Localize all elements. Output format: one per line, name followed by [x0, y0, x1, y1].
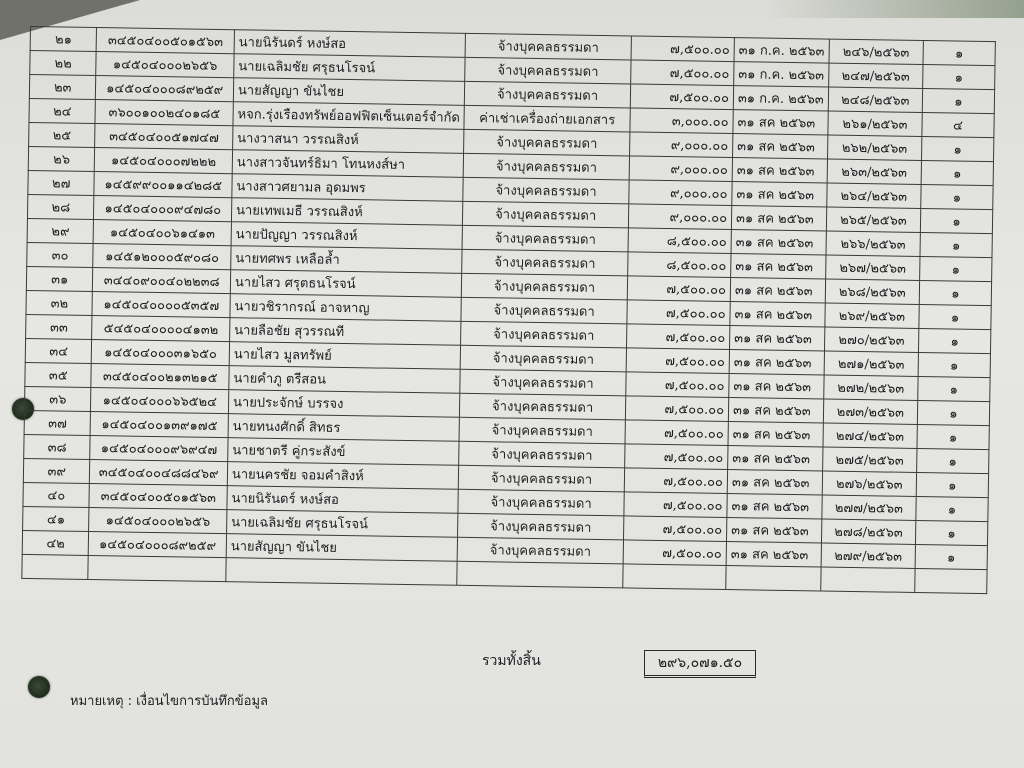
amount-cell: ๗,๕๐๐.๐๐	[623, 540, 727, 566]
row-number-cell: ๓๖	[24, 386, 91, 411]
item-count-cell: ๑	[920, 233, 992, 258]
payee-name-cell: นายสัญญา ขันไชย	[233, 78, 465, 106]
payment-date-cell: ๓๑ สค ๒๕๖๓	[727, 470, 822, 495]
document-reference-cell: ๒๖๓/๒๕๖๓	[827, 159, 922, 184]
amount-cell: ๙,๐๐๐.๐๐	[629, 180, 733, 206]
tax-id-cell: ๓๔๕๐๔๐๐๒๑๓๒๑๕	[91, 364, 229, 390]
item-count-cell	[915, 568, 987, 593]
amount-cell: ๗,๕๐๐.๐๐	[625, 396, 729, 422]
payment-date-cell: ๓๑ สค ๒๕๖๓	[733, 110, 828, 135]
item-count-cell: ๑	[918, 328, 990, 353]
payment-date-cell: ๓๑ สค ๒๕๖๓	[732, 182, 827, 207]
amount-cell: ๙,๐๐๐.๐๐	[628, 204, 732, 230]
payment-date-cell: ๓๑ สค ๒๕๖๓	[730, 302, 825, 327]
document-reference-cell: ๒๗๓/๒๕๖๓	[823, 399, 918, 424]
tax-id-cell: ๑๔๕๐๔๐๐๐๒๖๕๖	[89, 507, 227, 533]
payee-name-cell: นายประจักษ์ บรรจง	[228, 390, 460, 418]
payment-date-cell: ๓๑ สค ๒๕๖๓	[728, 422, 823, 447]
payment-date-cell: ๓๑ สค ๒๕๖๓	[726, 542, 821, 567]
item-count-cell: ๑	[920, 257, 992, 282]
row-number-cell: ๒๓	[29, 75, 96, 100]
expense-description-cell: จ้างบุคคลธรรมดา	[460, 369, 626, 396]
item-count-cell: ๑	[916, 472, 988, 497]
ledger-body	[22, 27, 996, 594]
document-reference-cell: ๒๖๑/๒๕๖๓	[828, 111, 923, 136]
amount-cell: ๓,๐๐๐.๐๐	[630, 108, 734, 134]
row-number-cell: ๓๐	[27, 242, 94, 267]
item-count-cell: ๔	[922, 113, 994, 138]
payment-date-cell: ๓๑ สค ๒๕๖๓	[729, 350, 824, 375]
row-number-cell: ๓๑	[26, 266, 93, 291]
row-number-cell: ๒๗	[28, 170, 95, 195]
payment-date-cell: ๓๑ สค ๒๕๖๓	[727, 494, 822, 519]
tax-id-cell: ๓๔๔๐๙๐๐๔๐๒๒๓๘	[93, 268, 231, 294]
amount-cell: ๗,๕๐๐.๐๐	[626, 324, 730, 350]
item-count-cell: ๑	[923, 65, 995, 90]
payee-name-cell	[226, 558, 458, 586]
document-reference-cell: ๒๗๐/๒๕๖๓	[824, 327, 919, 352]
row-number-cell: ๒๕	[29, 122, 96, 147]
row-number-cell: ๔๑	[23, 506, 90, 531]
payee-name-cell: นางสาวศยามล อุดมพร	[232, 174, 464, 202]
payment-date-cell: ๓๑ สค ๒๕๖๓	[728, 446, 823, 471]
expense-description-cell: จ้างบุคคลธรรมดา	[459, 465, 625, 492]
row-number-cell: ๒๘	[27, 194, 94, 219]
payment-date-cell: ๓๑ ก.ค. ๒๕๖๓	[734, 38, 829, 63]
amount-cell: ๗,๕๐๐.๐๐	[627, 276, 731, 302]
expense-description-cell: จ้างบุคคลธรรมดา	[462, 273, 628, 300]
payee-name-cell: หจก.รุ่งเรืองทรัพย์ออฟฟิตเซ็นเตอร์จำกัด	[233, 102, 465, 130]
expense-description-cell: จ้างบุคคลธรรมดา	[465, 57, 631, 84]
expense-description-cell: จ้างบุคคลธรรมดา	[463, 177, 629, 204]
note-text: หมายเหตุ : เงื่อนไขการบันทึกข้อมูล	[70, 694, 269, 709]
document-reference-cell: ๒๔๖/๒๕๖๓	[829, 39, 924, 64]
row-number-cell: ๔๒	[22, 530, 89, 555]
tax-id-cell: ๓๔๕๐๔๐๐๕๐๑๕๖๓	[97, 28, 235, 54]
document-reference-cell: ๒๖๖/๒๕๖๓	[826, 231, 921, 256]
payee-name-cell: นายคำภู ตรีสอน	[229, 366, 461, 394]
document-reference-cell: ๒๗๑/๒๕๖๓	[824, 351, 919, 376]
item-count-cell: ๑	[916, 496, 988, 521]
expense-description-cell: จ้างบุคคลธรรมดา	[458, 513, 624, 540]
expense-description-cell: จ้างบุคคลธรรมดา	[464, 129, 630, 156]
item-count-cell: ๑	[919, 281, 991, 306]
punch-hole-icon	[28, 676, 50, 698]
tax-id-cell: ๑๔๕๐๔๐๐๐๙๔๗๘๐	[94, 196, 232, 222]
expense-description-cell: จ้างบุคคลธรรมดา	[462, 225, 628, 252]
total-value: ๒๙๖,๐๗๑.๕๐	[644, 650, 756, 678]
tax-id-cell	[88, 555, 226, 581]
item-count-cell: ๑	[923, 41, 995, 66]
payment-date-cell: ๓๑ สค ๒๕๖๓	[727, 518, 822, 543]
payment-date-cell: ๓๑ ก.ค. ๒๕๖๓	[733, 86, 828, 111]
expense-description-cell: จ้างบุคคลธรรมดา	[465, 33, 631, 60]
payee-name-cell: นายวชิรากรณ์ อาจหาญ	[230, 294, 462, 322]
tax-id-cell: ๑๔๕๐๔๐๐๑๓๙๑๗๕	[91, 412, 229, 438]
item-count-cell: ๑	[919, 305, 991, 330]
document-reference-cell: ๒๔๗/๒๕๖๓	[828, 63, 923, 88]
total-label: รวมทั้งสิ้น	[482, 653, 541, 669]
payment-date-cell: ๓๑ สค ๒๕๖๓	[732, 158, 827, 183]
payment-date-cell	[726, 566, 821, 591]
expense-description-cell: จ้างบุคคลธรรมดา	[462, 249, 628, 276]
payment-date-cell: ๓๑ ก.ค. ๒๕๖๓	[734, 62, 829, 87]
row-number-cell: ๒๖	[28, 146, 95, 171]
row-number-cell: ๓๔	[25, 338, 92, 363]
tax-id-cell: ๑๔๕๐๔๐๐๐๘๙๒๕๙	[96, 76, 234, 102]
document-reference-cell: ๒๖๔/๒๕๖๓	[827, 183, 922, 208]
row-number-cell: ๒๙	[27, 218, 94, 243]
payment-date-cell: ๓๑ สค ๒๕๖๓	[729, 374, 824, 399]
expense-description-cell: จ้างบุคคลธรรมดา	[463, 201, 629, 228]
row-number-cell: ๒๒	[30, 51, 97, 76]
amount-cell: ๗,๕๐๐.๐๐	[631, 36, 735, 62]
document-reference-cell: ๒๖๕/๒๕๖๓	[826, 207, 921, 232]
document-reference-cell: ๒๗๕/๒๕๖๓	[822, 447, 917, 472]
tax-id-cell: ๑๔๕๐๔๐๐๐๒๖๕๖	[96, 52, 234, 78]
amount-cell: ๗,๕๐๐.๐๐	[631, 60, 735, 86]
tax-id-cell: ๑๔๕๑๒๐๐๐๕๙๐๘๐	[93, 244, 231, 270]
expense-description-cell: จ้างบุคคลธรรมดา	[461, 297, 627, 324]
expense-description-cell: จ้างบุคคลธรรมดา	[461, 321, 627, 348]
payment-date-cell: ๓๑ สค ๒๕๖๓	[731, 206, 826, 231]
item-count-cell: ๑	[918, 352, 990, 377]
amount-cell: ๘,๕๐๐.๐๐	[627, 252, 731, 278]
payment-date-cell: ๓๑ สค ๒๕๖๓	[731, 230, 826, 255]
item-count-cell: ๑	[920, 209, 992, 234]
document-reference-cell: ๒๗๔/๒๕๖๓	[823, 423, 918, 448]
payee-name-cell: นายไสว ศรุตธนโรจน์	[230, 270, 462, 298]
expense-description-cell: จ้างบุคคลธรรมดา	[459, 441, 625, 468]
document-reference-cell: ๒๗๒/๒๕๖๓	[824, 375, 919, 400]
item-count-cell: ๑	[917, 400, 989, 425]
payee-name-cell: นายนิรันดร์ หงษ์สอ	[227, 486, 459, 514]
tax-id-cell: ๓๖๐๐๑๐๐๒๔๐๑๘๕	[95, 100, 233, 126]
item-count-cell: ๑	[917, 448, 989, 473]
row-number-cell: ๒๑	[30, 27, 97, 52]
tax-id-cell: ๑๔๕๐๔๐๐๐๘๙๒๕๙	[89, 531, 227, 557]
tax-id-cell: ๑๔๕๐๔๐๐๐๗๒๒๒	[95, 148, 233, 174]
item-count-cell: ๑	[921, 161, 993, 186]
tax-id-cell: ๕๔๕๐๔๐๐๐๐๔๑๓๒	[92, 316, 230, 342]
amount-cell: ๗,๕๐๐.๐๐	[624, 492, 728, 518]
document-reference-cell: ๒๗๗/๒๕๖๓	[822, 495, 917, 520]
payee-name-cell: นายไสว มูลทรัพย์	[229, 342, 461, 370]
expense-description-cell: จ้างบุคคลธรรมดา	[459, 417, 625, 444]
document-reference-cell	[821, 567, 916, 592]
payment-date-cell: ๓๑ สค ๒๕๖๓	[730, 278, 825, 303]
document-reference-cell: ๒๖๘/๒๕๖๓	[825, 279, 920, 304]
payee-name-cell: นายทนงศักดิ์ สิทธร	[228, 414, 460, 442]
payee-name-cell: นายนครชัย จอมคำสิงห์	[227, 462, 459, 490]
amount-cell: ๗,๕๐๐.๐๐	[627, 300, 731, 326]
item-count-cell: ๑	[921, 185, 993, 210]
tax-id-cell: ๑๔๕๐๔๐๐๐๙๖๙๔๗	[90, 436, 228, 462]
row-number-cell: ๓๕	[25, 362, 92, 387]
payee-name-cell: นายปัญญา วรรณสิงห์	[231, 222, 463, 250]
expense-description-cell	[457, 561, 623, 588]
amount-cell: ๘,๕๐๐.๐๐	[628, 228, 732, 254]
document-reference-cell: ๒๔๘/๒๕๖๓	[828, 87, 923, 112]
payment-date-cell: ๓๑ สค ๒๕๖๓	[733, 134, 828, 159]
payee-name-cell: นายเทพเมธี วรรณสิงห์	[231, 198, 463, 226]
expense-description-cell: ค่าเช่าเครื่องถ่ายเอกสาร	[464, 105, 630, 132]
tax-id-cell: ๑๔๕๐๔๐๐๐๓๑๖๕๐	[92, 340, 230, 366]
tax-id-cell: ๓๔๕๐๔๐๐๕๐๑๕๖๓	[89, 483, 227, 509]
payee-name-cell: นางสาวจันทร์ธิมา โทนหงส์ษา	[232, 150, 464, 178]
tax-id-cell: ๓๔๕๐๔๐๐๕๑๗๔๗	[95, 124, 233, 150]
item-count-cell: ๑	[918, 376, 990, 401]
row-number-cell: ๓๒	[26, 290, 93, 315]
payee-name-cell: นายเฉลิมชัย ศรุธนโรจน์	[234, 54, 466, 82]
amount-cell: ๗,๕๐๐.๐๐	[625, 420, 729, 446]
payment-date-cell: ๓๑ สค ๒๕๖๓	[728, 398, 823, 423]
payment-date-cell: ๓๑ สค ๒๕๖๓	[731, 254, 826, 279]
expense-description-cell: จ้างบุคคลธรรมดา	[465, 81, 631, 108]
amount-cell: ๗,๕๐๐.๐๐	[626, 372, 730, 398]
payee-name-cell: นายนิรันดร์ หงษ์สอ	[234, 30, 466, 58]
document-reference-cell: ๒๗๖/๒๕๖๓	[822, 471, 917, 496]
payment-ledger-table	[21, 26, 996, 594]
row-number-cell: ๓๗	[24, 410, 91, 435]
amount-cell: ๗,๕๐๐.๐๐	[623, 516, 727, 542]
amount-cell: ๗,๕๐๐.๐๐	[630, 84, 734, 110]
expense-description-cell: จ้างบุคคลธรรมดา	[460, 393, 626, 420]
item-count-cell: ๑	[922, 89, 994, 114]
amount-cell: ๗,๕๐๐.๐๐	[624, 444, 728, 470]
payee-name-cell: นายลือชัย สุวรรณที	[230, 318, 462, 346]
payee-name-cell: นายสัญญา ขันไชย	[226, 534, 458, 562]
tax-id-cell: ๓๔๕๐๔๐๐๔๘๘๔๖๙	[90, 459, 228, 485]
document-reference-cell: ๒๖๙/๒๕๖๓	[825, 303, 920, 328]
row-number-cell: ๓๘	[24, 434, 91, 459]
item-count-cell: ๑	[915, 544, 987, 569]
document-reference-cell: ๒๖๗/๒๕๖๓	[825, 255, 920, 280]
expense-description-cell: จ้างบุคคลธรรมดา	[458, 489, 624, 516]
amount-cell: ๗,๕๐๐.๐๐	[626, 348, 730, 374]
row-number-cell: ๔๐	[23, 482, 90, 507]
amount-cell: ๗,๕๐๐.๐๐	[624, 468, 728, 494]
row-number-cell: ๓๓	[26, 314, 93, 339]
row-number-cell	[22, 554, 89, 579]
document-reference-cell: ๒๗๙/๒๕๖๓	[821, 543, 916, 568]
payee-name-cell: นางวาสนา วรรณสิงห์	[233, 126, 465, 154]
payment-date-cell: ๓๑ สค ๒๕๖๓	[730, 326, 825, 351]
item-count-cell: ๑	[917, 424, 989, 449]
payee-name-cell: นายเฉลิมชัย ศรุธนโรจน์	[227, 510, 459, 538]
tax-id-cell: ๑๔๕๐๔๐๐๐๐๕๓๕๗	[92, 292, 230, 318]
expense-description-cell: จ้างบุคคลธรรมดา	[460, 345, 626, 372]
payee-name-cell: นายทศพร เหลือล้ำ	[231, 246, 463, 274]
expense-description-cell: จ้างบุคคลธรรมดา	[464, 153, 630, 180]
amount-cell	[623, 564, 727, 590]
amount-cell: ๙,๐๐๐.๐๐	[629, 156, 733, 182]
document-reference-cell: ๒๗๘/๒๕๖๓	[821, 519, 916, 544]
tax-id-cell: ๑๔๕๙๙๐๐๑๑๔๒๘๕	[94, 172, 232, 198]
row-number-cell: ๓๙	[23, 458, 90, 483]
payee-name-cell: นายชาตรี คู่กระสังข์	[228, 438, 460, 466]
item-count-cell: ๑	[921, 137, 993, 162]
tax-id-cell: ๑๔๕๐๔๐๐๖๑๔๑๓	[94, 220, 232, 246]
row-number-cell: ๒๔	[29, 98, 96, 123]
item-count-cell: ๑	[915, 520, 987, 545]
page-edge-shadow	[764, 0, 1024, 18]
tax-id-cell: ๑๔๕๐๔๐๐๐๖๖๕๒๔	[91, 388, 229, 414]
expense-description-cell: จ้างบุคคลธรรมดา	[457, 537, 623, 564]
amount-cell: ๙,๐๐๐.๐๐	[629, 132, 733, 158]
document-reference-cell: ๒๖๒/๒๕๖๓	[827, 135, 922, 160]
